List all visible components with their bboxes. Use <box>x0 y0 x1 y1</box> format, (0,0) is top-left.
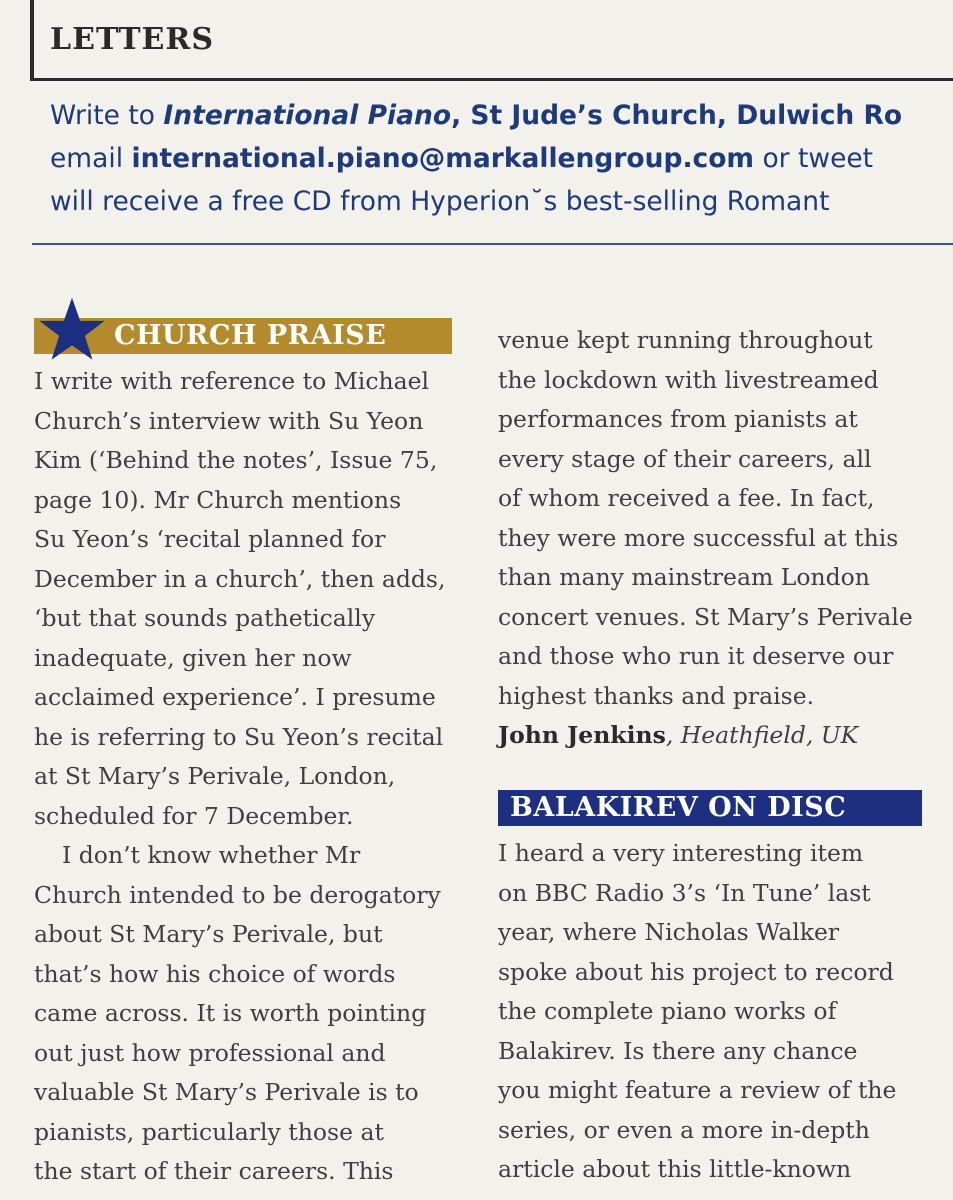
left-column <box>34 362 474 1192</box>
body-line: scheduled for 7 December. <box>34 801 354 830</box>
body-line: at St Mary’s Perivale, London, <box>34 762 396 790</box>
letter-signature <box>498 716 953 756</box>
right-column-bottom <box>498 834 953 1190</box>
body-line: every stage of their careers, all <box>498 444 872 473</box>
letter-heading-church-praise: CHURCH PRAISE <box>34 318 452 354</box>
body-line: performances from pianists at <box>498 405 858 433</box>
signature-place: , Heathfield, UK <box>665 721 859 749</box>
body-line: on BBC Radio 3’s ‘In Tune’ last <box>498 878 871 907</box>
body-line: venue kept running throughout <box>498 326 873 354</box>
body-line: I write with reference to Michael <box>34 367 430 395</box>
body-line: the start of their careers. This <box>34 1157 394 1185</box>
body-line: acclaimed experience’. I presume <box>34 683 436 711</box>
body-line: you might feature a review of the <box>498 1076 897 1104</box>
body-line: December in a church’, then adds, <box>34 564 446 593</box>
body-line: that’s how his choice of words <box>34 959 396 988</box>
email-address: international.piano@markallengroup.com <box>131 143 755 174</box>
body-line: the lockdown with livestreamed <box>498 365 879 394</box>
intro-text: or tweet <box>754 143 874 174</box>
body-line: valuable St Mary’s Perivale is to <box>34 1078 419 1106</box>
body-line: pianists, particularly those at <box>34 1117 384 1146</box>
body-line: year, where Nicholas Walker <box>498 918 840 946</box>
body-line: inadequate, given her now <box>34 643 352 672</box>
body-line: he is referring to Su Yeon’s recital <box>34 722 444 751</box>
body-line: article about this little-known <box>498 1155 852 1183</box>
body-line: and those who run it deserve our <box>498 642 894 670</box>
signature-name: John Jenkins <box>498 721 666 749</box>
header-frame-left-border <box>30 0 34 80</box>
body-line: page 10). Mr Church mentions <box>34 485 402 514</box>
body-line: Su Yeon’s ‘recital planned for <box>34 525 386 553</box>
body-line: I don’t know whether Mr <box>62 841 361 869</box>
body-line: out just how professional and <box>34 1038 386 1067</box>
right-column-top <box>498 321 953 756</box>
intro-line-2 <box>50 137 953 180</box>
intro-text: email <box>50 143 132 174</box>
divider-rule <box>32 243 953 245</box>
body-line: spoke about his project to record <box>498 957 894 986</box>
body-line: Church intended to be derogatory <box>34 880 441 909</box>
body-line: the complete piano works of <box>498 997 837 1025</box>
body-line: Kim (‘Behind the notes’, Issue 75, <box>34 446 438 474</box>
body-line: of whom received a fee. In fact, <box>498 484 875 512</box>
intro-line-3: will receive a free CD from Hyperion˘s best-selling Romant <box>50 186 830 217</box>
body-line: series, or even a more in-depth <box>498 1115 870 1144</box>
header-frame-bottom-border <box>30 78 953 81</box>
body-line: Church’s interview with Su Yeon <box>34 406 424 435</box>
body-line: ‘but that sounds pathetically <box>34 604 376 632</box>
body-line: came across. It is worth pointing <box>34 999 427 1027</box>
body-line: I heard a very interesting item <box>498 839 864 867</box>
body-line: they were more successful at this <box>498 523 899 552</box>
submission-instructions <box>50 94 953 223</box>
postal-address: , St Jude’s Church, Dulwich Ro <box>451 100 903 131</box>
letter-heading-balakirev: BALAKIREV ON DISC <box>498 790 922 826</box>
magazine-name: International Piano <box>163 100 452 131</box>
star-icon <box>38 296 106 362</box>
body-line: highest thanks and praise. <box>498 681 815 710</box>
body-line: than many mainstream London <box>498 563 870 591</box>
intro-text: Write to <box>50 100 164 131</box>
body-line: about St Mary’s Perivale, but <box>34 920 383 948</box>
section-title: LETTERS <box>50 22 215 57</box>
body-line: Balakirev. Is there any chance <box>498 1036 858 1065</box>
body-line: concert venues. St Mary’s Perivale <box>498 602 913 631</box>
intro-line-1 <box>50 94 953 137</box>
